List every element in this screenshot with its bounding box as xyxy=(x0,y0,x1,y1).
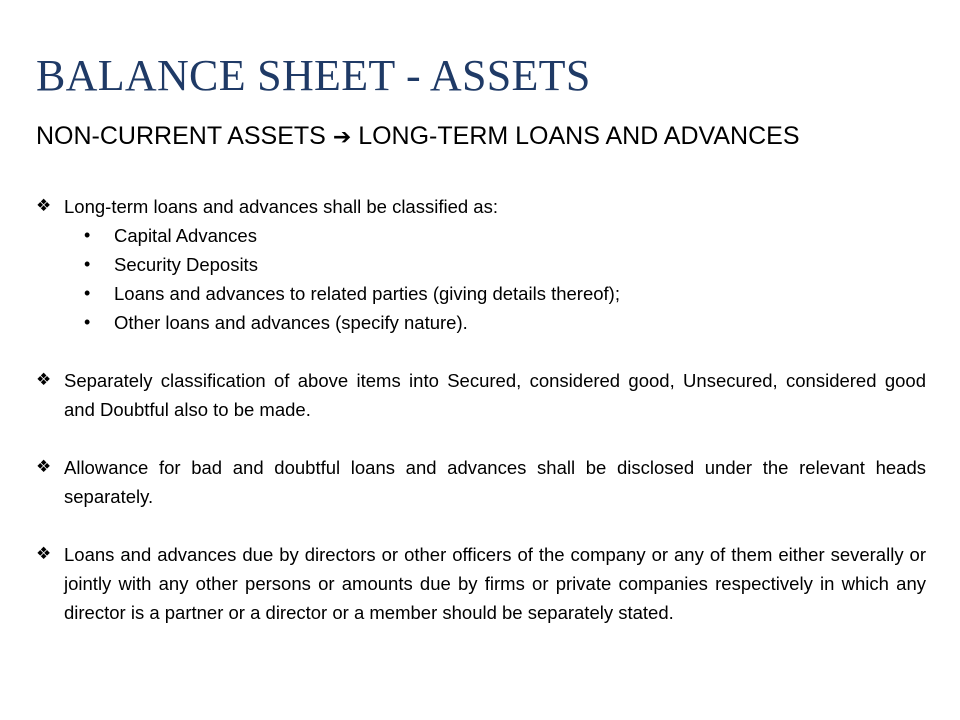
sub-bullet-item xyxy=(36,221,926,250)
bullet-point xyxy=(36,366,926,424)
bullet-point xyxy=(36,540,926,627)
sub-bullet-list xyxy=(36,221,926,337)
sub-bullet-text: Loans and advances to related parties (giving details thereof); xyxy=(114,283,620,304)
bullet-text: Allowance for bad and doubtful loans and advances shall be disclosed under the relevant heads separately. xyxy=(64,457,926,507)
slide-subtitle xyxy=(36,120,916,154)
four-diamond-icon: ❖ xyxy=(36,544,52,564)
subtitle-right: LONG-TERM LOANS AND ADVANCES xyxy=(351,122,800,150)
slide-title: BALANCE SHEET - ASSETS xyxy=(36,51,591,100)
bullet-text: Loans and advances due by directors or other officers of the company or any of them either severally or jointly with any other persons or amounts due by firms or private companies respectively in which any director is a partner or a director or a member should be separately stated. xyxy=(64,544,926,623)
sub-bullet-text: Capital Advances xyxy=(114,225,257,246)
four-diamond-icon: ❖ xyxy=(36,457,52,477)
bullet-text: Separately classification of above items into Secured, considered good, Unsecured, considered good and Doubtful also to be made. xyxy=(64,370,926,420)
bullet-dot-icon: • xyxy=(84,283,91,303)
sub-bullet-item xyxy=(36,250,926,279)
sub-bullet-item xyxy=(36,308,926,337)
bullet-point xyxy=(36,453,926,511)
subtitle-left: NON-CURRENT ASSETS xyxy=(36,122,333,150)
bullet-dot-icon: • xyxy=(84,225,91,245)
four-diamond-icon: ❖ xyxy=(36,196,52,216)
slide-content xyxy=(36,192,926,627)
bullet-dot-icon: • xyxy=(84,312,91,332)
four-diamond-icon: ❖ xyxy=(36,370,52,390)
bullet-dot-icon: • xyxy=(84,254,91,274)
bullet-point xyxy=(36,192,926,221)
sub-bullet-text: Other loans and advances (specify nature). xyxy=(114,312,468,333)
sub-bullet-item xyxy=(36,279,926,308)
bullet-text: Long-term loans and advances shall be classified as: xyxy=(64,196,498,217)
right-arrow-icon: ➔ xyxy=(332,125,352,150)
sub-bullet-text: Security Deposits xyxy=(114,254,258,275)
